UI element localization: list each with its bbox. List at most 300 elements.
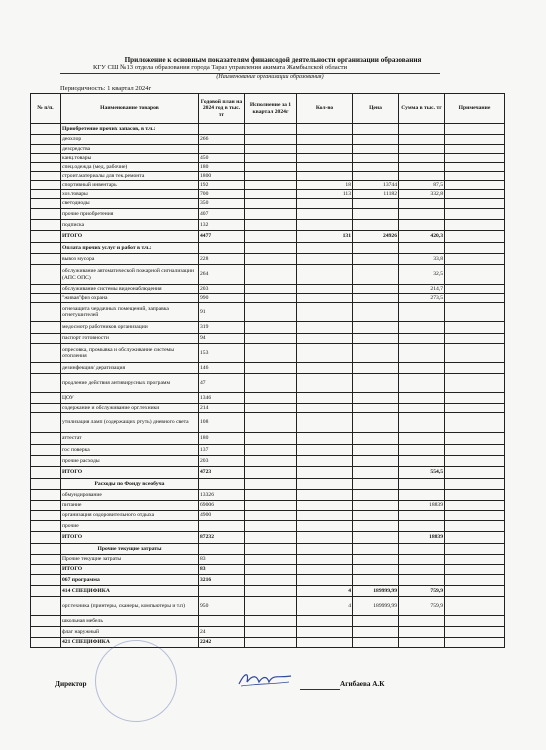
table-row bbox=[31, 511, 505, 521]
note-cell bbox=[445, 532, 505, 544]
price-cell bbox=[353, 154, 399, 163]
organization-name: КГУ СШ №13 отдела образования города Тараз управления акимата Жамбылской области bbox=[92, 64, 348, 71]
item-name-cell: обмундирование bbox=[61, 490, 199, 501]
execution-cell bbox=[245, 413, 297, 433]
price-cell bbox=[353, 334, 399, 344]
sum-cell bbox=[399, 363, 445, 374]
price-cell bbox=[353, 555, 399, 565]
sum-cell bbox=[399, 413, 445, 433]
sum-cell bbox=[399, 374, 445, 393]
note-cell bbox=[445, 303, 505, 322]
table-row bbox=[31, 231, 505, 243]
col-execution: Исполнение за 1 квартал 2024г bbox=[245, 94, 297, 124]
qty-cell: 113 bbox=[297, 190, 353, 199]
table-row bbox=[31, 627, 505, 638]
row-number-cell bbox=[31, 363, 61, 374]
execution-cell bbox=[245, 190, 297, 199]
plan-cell: 450 bbox=[199, 154, 245, 163]
sum-cell: 18839 bbox=[399, 501, 445, 511]
sum-cell bbox=[399, 616, 445, 627]
price-cell bbox=[353, 303, 399, 322]
qty-cell bbox=[297, 334, 353, 344]
item-name-cell: продление действия антивирусных программ bbox=[61, 374, 199, 393]
qty-cell bbox=[297, 404, 353, 413]
qty-cell bbox=[297, 220, 353, 231]
row-number-cell bbox=[31, 374, 61, 393]
sum-cell bbox=[399, 145, 445, 154]
price-cell bbox=[353, 220, 399, 231]
table-cell bbox=[245, 479, 297, 490]
plan-cell: 228 bbox=[199, 254, 245, 265]
row-number-cell bbox=[31, 413, 61, 433]
table-cell bbox=[445, 544, 505, 555]
note-cell bbox=[445, 285, 505, 294]
row-number-cell bbox=[31, 135, 61, 145]
qty-cell bbox=[297, 209, 353, 220]
row-number-cell bbox=[31, 638, 61, 648]
execution-cell bbox=[245, 521, 297, 532]
row-number-cell bbox=[31, 124, 61, 135]
plan-cell: 91 bbox=[199, 303, 245, 322]
sum-cell bbox=[399, 404, 445, 413]
row-number-cell bbox=[31, 344, 61, 363]
sum-cell: 332,8 bbox=[399, 190, 445, 199]
qty-cell bbox=[297, 154, 353, 163]
item-name-cell: обслуживание автоматической пожарной сигнализации (АПС ОПС) bbox=[61, 265, 199, 285]
table-row bbox=[31, 586, 505, 597]
item-name-cell: организация оздоровительного отдыха bbox=[61, 511, 199, 521]
handwritten-signature bbox=[235, 668, 295, 690]
table-cell bbox=[445, 243, 505, 254]
item-name-cell: флаг наружный bbox=[61, 627, 199, 638]
item-name-cell: прочие bbox=[61, 521, 199, 532]
sum-cell bbox=[399, 334, 445, 344]
sum-cell bbox=[399, 433, 445, 445]
plan-cell bbox=[199, 586, 245, 597]
item-name-cell: ИТОГО bbox=[61, 231, 199, 243]
table-row bbox=[31, 467, 505, 479]
execution-cell bbox=[245, 363, 297, 374]
row-number-cell bbox=[31, 544, 61, 555]
item-name-cell: вывоз мусора bbox=[61, 254, 199, 265]
row-number-cell bbox=[31, 445, 61, 456]
note-cell bbox=[445, 254, 505, 265]
plan-cell: 108 bbox=[199, 413, 245, 433]
note-cell bbox=[445, 265, 505, 285]
table-row bbox=[31, 413, 505, 433]
table-cell bbox=[297, 479, 353, 490]
row-number-cell bbox=[31, 456, 61, 467]
row-number-cell bbox=[31, 393, 61, 404]
row-number-cell bbox=[31, 501, 61, 511]
sum-cell bbox=[399, 445, 445, 456]
execution-cell bbox=[245, 231, 297, 243]
table-row bbox=[31, 294, 505, 303]
table-row bbox=[31, 163, 505, 172]
qty-cell bbox=[297, 616, 353, 627]
section-title-cell: Оплата прочих услуг и работ в т.ч.: bbox=[61, 243, 199, 254]
price-cell bbox=[353, 145, 399, 154]
execution-cell bbox=[245, 172, 297, 181]
note-cell bbox=[445, 586, 505, 597]
note-cell bbox=[445, 172, 505, 181]
plan-cell: 1800 bbox=[199, 172, 245, 181]
sum-cell bbox=[399, 627, 445, 638]
qty-cell bbox=[297, 294, 353, 303]
price-cell bbox=[353, 490, 399, 501]
qty-cell bbox=[297, 303, 353, 322]
execution-cell bbox=[245, 199, 297, 209]
sum-cell bbox=[399, 575, 445, 586]
plan-cell: 203 bbox=[199, 456, 245, 467]
execution-cell bbox=[245, 627, 297, 638]
row-number-cell bbox=[31, 181, 61, 190]
table-row bbox=[31, 555, 505, 565]
note-cell bbox=[445, 490, 505, 501]
plan-cell: 4900 bbox=[199, 511, 245, 521]
note-cell bbox=[445, 374, 505, 393]
price-cell bbox=[353, 433, 399, 445]
note-cell bbox=[445, 445, 505, 456]
sum-cell bbox=[399, 172, 445, 181]
section-title-cell: Приобретение прочих запасов, в т.ч.: bbox=[61, 124, 199, 135]
qty-cell bbox=[297, 374, 353, 393]
qty-cell bbox=[297, 265, 353, 285]
table-row bbox=[31, 285, 505, 294]
note-cell bbox=[445, 334, 505, 344]
note-cell bbox=[445, 209, 505, 220]
note-cell bbox=[445, 597, 505, 616]
price-cell bbox=[353, 413, 399, 433]
table-header-row bbox=[31, 94, 505, 124]
item-name-cell: хоз.товары bbox=[61, 190, 199, 199]
col-plan: Годовой план на 2024 год в тыс. тг bbox=[199, 94, 245, 124]
table-row bbox=[31, 322, 505, 334]
table-cell bbox=[353, 124, 399, 135]
sum-cell bbox=[399, 344, 445, 363]
col-name: Наименование товаров bbox=[61, 94, 199, 124]
price-cell bbox=[353, 374, 399, 393]
row-number-cell bbox=[31, 254, 61, 265]
sum-cell bbox=[399, 163, 445, 172]
table-body bbox=[31, 124, 505, 648]
plan-cell: 94 bbox=[199, 334, 245, 344]
item-name-cell: питание bbox=[61, 501, 199, 511]
note-cell bbox=[445, 231, 505, 243]
section-title-cell: Расходы по Фонду всеобуча bbox=[61, 479, 199, 490]
organization-caption: (Наименование организации образования) bbox=[216, 74, 324, 80]
table-row bbox=[31, 456, 505, 467]
qty-cell: 131 bbox=[297, 231, 353, 243]
note-cell bbox=[445, 363, 505, 374]
note-cell bbox=[445, 433, 505, 445]
table-row bbox=[31, 393, 505, 404]
table-row bbox=[31, 334, 505, 344]
table-cell bbox=[353, 544, 399, 555]
price-cell: 24926 bbox=[353, 231, 399, 243]
table-row bbox=[31, 303, 505, 322]
item-name-cell: орг.техника (принтеры, сканеры, компьютеры и т.п) bbox=[61, 597, 199, 616]
row-number-cell bbox=[31, 243, 61, 254]
note-cell bbox=[445, 555, 505, 565]
director-label: Директор bbox=[55, 680, 87, 688]
execution-cell bbox=[245, 616, 297, 627]
table-row bbox=[31, 521, 505, 532]
plan-cell: 4723 bbox=[199, 467, 245, 479]
note-cell bbox=[445, 135, 505, 145]
qty-cell bbox=[297, 393, 353, 404]
table-cell bbox=[199, 544, 245, 555]
qty-cell: 4 bbox=[297, 586, 353, 597]
table-row bbox=[31, 199, 505, 209]
sum-cell: 214,7 bbox=[399, 285, 445, 294]
table-cell bbox=[199, 479, 245, 490]
table-cell bbox=[245, 124, 297, 135]
plan-cell: 1346 bbox=[199, 393, 245, 404]
qty-cell bbox=[297, 172, 353, 181]
row-number-cell bbox=[31, 467, 61, 479]
item-name-cell: паспорт готовности bbox=[61, 334, 199, 344]
price-cell bbox=[353, 209, 399, 220]
col-price: Цена bbox=[353, 94, 399, 124]
row-number-cell bbox=[31, 532, 61, 544]
item-name-cell: прочие расходы bbox=[61, 456, 199, 467]
item-name-cell: аттестат bbox=[61, 433, 199, 445]
qty-cell bbox=[297, 627, 353, 638]
qty-cell bbox=[297, 555, 353, 565]
price-cell bbox=[353, 521, 399, 532]
qty-cell bbox=[297, 511, 353, 521]
item-name-cell: Прочие текущие затраты bbox=[61, 555, 199, 565]
row-number-cell bbox=[31, 616, 61, 627]
price-cell bbox=[353, 393, 399, 404]
table-cell bbox=[399, 544, 445, 555]
execution-cell bbox=[245, 565, 297, 575]
qty-cell bbox=[297, 285, 353, 294]
sum-cell: 32,5 bbox=[399, 265, 445, 285]
price-cell bbox=[353, 627, 399, 638]
plan-cell: 83 bbox=[199, 565, 245, 575]
row-number-cell bbox=[31, 154, 61, 163]
execution-cell bbox=[245, 511, 297, 521]
price-cell: 13744 bbox=[353, 181, 399, 190]
plan-cell: 146 bbox=[199, 363, 245, 374]
row-number-cell bbox=[31, 145, 61, 154]
item-name-cell: дезинфекция/ дератизация bbox=[61, 363, 199, 374]
row-number-cell bbox=[31, 190, 61, 199]
table-row bbox=[31, 172, 505, 181]
plan-cell: 47 bbox=[199, 374, 245, 393]
table-cell bbox=[297, 544, 353, 555]
plan-cell: 137 bbox=[199, 445, 245, 456]
sum-cell bbox=[399, 565, 445, 575]
plan-cell: 990 bbox=[199, 294, 245, 303]
row-number-cell bbox=[31, 511, 61, 521]
qty-cell bbox=[297, 413, 353, 433]
execution-cell bbox=[245, 456, 297, 467]
note-cell bbox=[445, 638, 505, 648]
item-name-cell: гос поверка bbox=[61, 445, 199, 456]
row-number-cell bbox=[31, 322, 61, 334]
price-cell bbox=[353, 294, 399, 303]
plan-cell: 264 bbox=[199, 265, 245, 285]
price-cell bbox=[353, 265, 399, 285]
table-row bbox=[31, 374, 505, 393]
plan-cell: 4477 bbox=[199, 231, 245, 243]
qty-cell bbox=[297, 575, 353, 586]
execution-cell bbox=[245, 467, 297, 479]
note-cell bbox=[445, 511, 505, 521]
item-name-cell: ИТОГО bbox=[61, 532, 199, 544]
row-number-cell bbox=[31, 555, 61, 565]
execution-cell bbox=[245, 209, 297, 220]
item-name-cell: подписка bbox=[61, 220, 199, 231]
plan-cell: 319 bbox=[199, 322, 245, 334]
table-row bbox=[31, 490, 505, 501]
note-cell bbox=[445, 501, 505, 511]
price-cell bbox=[353, 575, 399, 586]
item-name-cell: 414 СПЕЦИФИКА bbox=[61, 586, 199, 597]
row-number-cell bbox=[31, 265, 61, 285]
sum-cell bbox=[399, 303, 445, 322]
plan-cell: 266 bbox=[199, 135, 245, 145]
sum-cell bbox=[399, 555, 445, 565]
sum-cell bbox=[399, 521, 445, 532]
qty-cell bbox=[297, 322, 353, 334]
row-number-cell bbox=[31, 334, 61, 344]
note-cell bbox=[445, 190, 505, 199]
price-cell bbox=[353, 172, 399, 181]
item-name-cell: дезсредства bbox=[61, 145, 199, 154]
table-row bbox=[31, 344, 505, 363]
expense-table bbox=[30, 93, 505, 648]
note-cell bbox=[445, 220, 505, 231]
table-row bbox=[31, 220, 505, 231]
item-name-cell: ИТОГО bbox=[61, 467, 199, 479]
execution-cell bbox=[245, 344, 297, 363]
table-row bbox=[31, 616, 505, 627]
price-cell bbox=[353, 363, 399, 374]
row-number-cell bbox=[31, 209, 61, 220]
qty-cell bbox=[297, 467, 353, 479]
execution-cell bbox=[245, 501, 297, 511]
plan-cell: 180 bbox=[199, 163, 245, 172]
sum-cell bbox=[399, 209, 445, 220]
plan-cell: 700 bbox=[199, 190, 245, 199]
item-name-cell: деохлор bbox=[61, 135, 199, 145]
qty-cell bbox=[297, 638, 353, 648]
price-cell bbox=[353, 532, 399, 544]
table-cell bbox=[297, 243, 353, 254]
execution-cell bbox=[245, 220, 297, 231]
execution-cell bbox=[245, 433, 297, 445]
sum-cell: 554,5 bbox=[399, 467, 445, 479]
sum-cell: 87,5 bbox=[399, 181, 445, 190]
table-row bbox=[31, 544, 505, 555]
table-row bbox=[31, 575, 505, 586]
note-cell bbox=[445, 145, 505, 154]
note-cell bbox=[445, 393, 505, 404]
price-cell bbox=[353, 322, 399, 334]
note-cell bbox=[445, 154, 505, 163]
row-number-cell bbox=[31, 294, 61, 303]
col-qty: Кол-во bbox=[297, 94, 353, 124]
execution-cell bbox=[245, 404, 297, 413]
sum-cell bbox=[399, 220, 445, 231]
qty-cell bbox=[297, 363, 353, 374]
row-number-cell bbox=[31, 404, 61, 413]
item-name-cell: спец.одежда (мед, рабочие) bbox=[61, 163, 199, 172]
price-cell bbox=[353, 511, 399, 521]
table-row bbox=[31, 209, 505, 220]
table-row bbox=[31, 479, 505, 490]
item-name-cell: 067 программа bbox=[61, 575, 199, 586]
row-number-cell bbox=[31, 490, 61, 501]
col-number: № п/п. bbox=[31, 94, 61, 124]
col-sum: Сумма в тыс. тг bbox=[399, 94, 445, 124]
execution-cell bbox=[245, 638, 297, 648]
period-label: Периодичность: 1 квартал 2024г bbox=[60, 85, 152, 92]
table-cell bbox=[297, 124, 353, 135]
price-cell bbox=[353, 344, 399, 363]
price-cell: 11182 bbox=[353, 190, 399, 199]
item-name-cell: утилизация ламп (содержащих ртуть) дневного света bbox=[61, 413, 199, 433]
table-cell bbox=[245, 243, 297, 254]
table-cell bbox=[353, 243, 399, 254]
item-name-cell: прочие приобретения bbox=[61, 209, 199, 220]
plan-cell: 950 bbox=[199, 597, 245, 616]
execution-cell bbox=[245, 181, 297, 190]
plan-cell bbox=[199, 145, 245, 154]
table-row bbox=[31, 190, 505, 199]
sum-cell: 420,3 bbox=[399, 231, 445, 243]
plan-cell: 87232 bbox=[199, 532, 245, 544]
qty-cell bbox=[297, 145, 353, 154]
table-cell bbox=[399, 243, 445, 254]
table-row bbox=[31, 433, 505, 445]
table-row bbox=[31, 181, 505, 190]
row-number-cell bbox=[31, 627, 61, 638]
execution-cell bbox=[245, 154, 297, 163]
table-row bbox=[31, 254, 505, 265]
sum-cell: 33,8 bbox=[399, 254, 445, 265]
table-row bbox=[31, 145, 505, 154]
execution-cell bbox=[245, 265, 297, 285]
price-cell bbox=[353, 501, 399, 511]
price-cell: 189999,99 bbox=[353, 597, 399, 616]
execution-cell bbox=[245, 334, 297, 344]
row-number-cell bbox=[31, 479, 61, 490]
item-name-cell: светодиоды bbox=[61, 199, 199, 209]
note-cell bbox=[445, 565, 505, 575]
execution-cell bbox=[245, 135, 297, 145]
execution-cell bbox=[245, 163, 297, 172]
execution-cell bbox=[245, 145, 297, 154]
note-cell bbox=[445, 521, 505, 532]
plan-cell bbox=[199, 616, 245, 627]
row-number-cell bbox=[31, 163, 61, 172]
execution-cell bbox=[245, 254, 297, 265]
price-cell bbox=[353, 285, 399, 294]
price-cell bbox=[353, 254, 399, 265]
note-cell bbox=[445, 413, 505, 433]
table-cell bbox=[399, 479, 445, 490]
execution-cell bbox=[245, 374, 297, 393]
row-number-cell bbox=[31, 220, 61, 231]
plan-cell: 13326 bbox=[199, 490, 245, 501]
note-cell bbox=[445, 181, 505, 190]
row-number-cell bbox=[31, 172, 61, 181]
